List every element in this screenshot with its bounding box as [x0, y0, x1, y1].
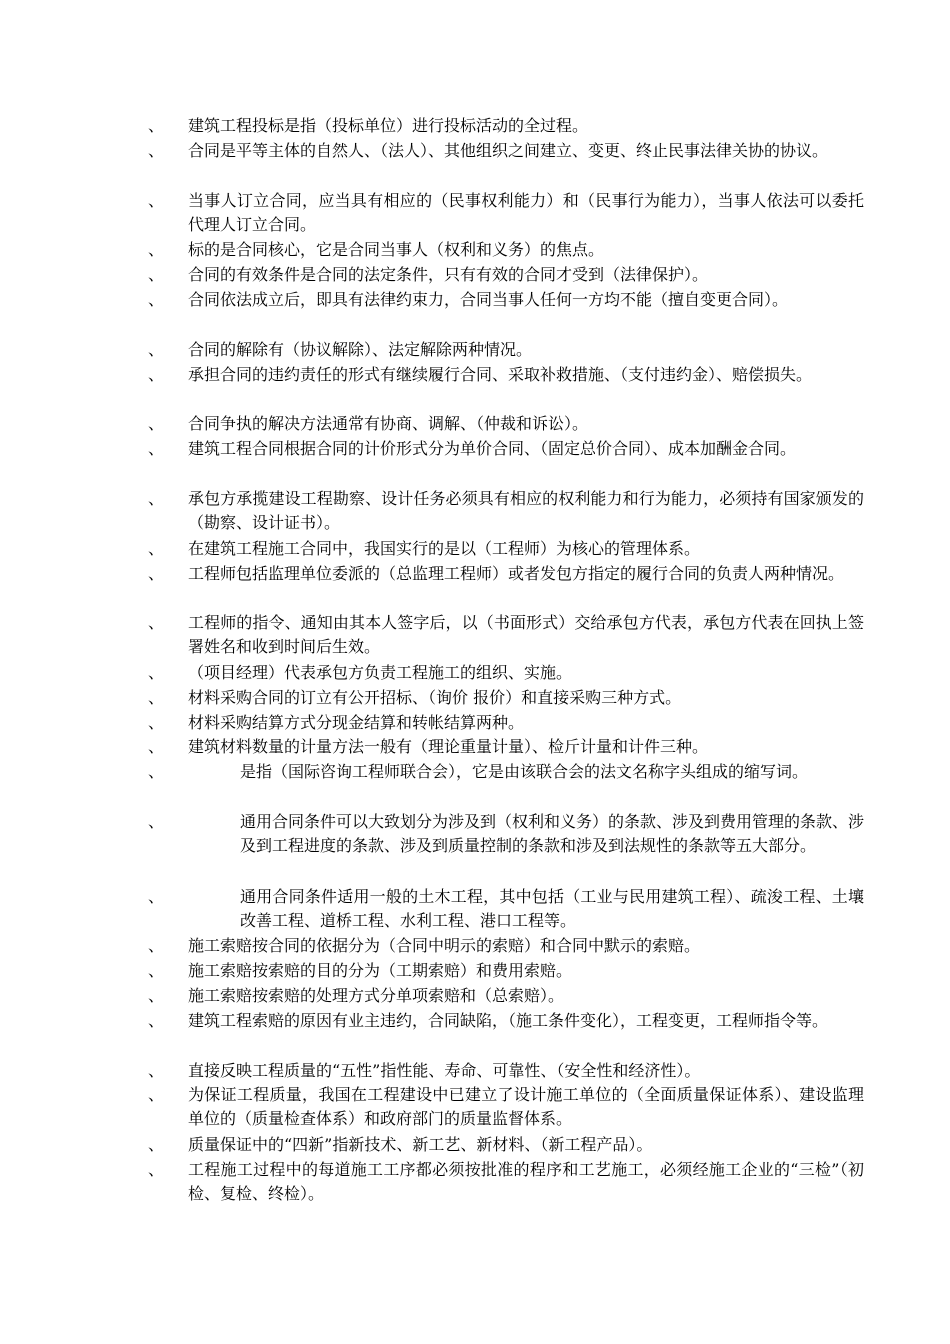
list-item [148, 189, 864, 237]
item-text: 建筑工程合同根据合同的计价形式分为单价合同、（固定总价合同）、成本加酬金合同。 [188, 439, 797, 458]
item-text: 当事人订立合同，应当具有相应的（民事权利能力）和（民事行为能力），当事人依法可以委托代理人订立合同。 [188, 191, 864, 234]
item-text: 是指（国际咨询工程师联合会），它是由该联合会的法文名称字头组成的缩写词。 [240, 762, 809, 781]
item-text: 合同争执的解决方法通常有协商、调解、（仲裁和诉讼）。 [188, 414, 589, 433]
list-item [148, 711, 864, 735]
item-marker: 、 [148, 340, 165, 359]
item-marker: 、 [148, 613, 165, 632]
item-text: 建筑材料数量的计量方法一般有（理论重量计量）、检斤计量和计件三种。 [188, 737, 709, 756]
item-marker: 、 [148, 564, 165, 583]
item-text: 直接反映工程质量的“五性”指性能、寿命、可靠性、（安全性和经济性）。 [188, 1061, 701, 1080]
item-marker: 、 [148, 713, 165, 732]
item-text: 材料采购结算方式分现金结算和转帐结算两种。 [188, 713, 525, 732]
item-text: 承包方承揽建设工程勘察、设计任务必须具有相应的权利能力和行为能力，必须持有国家颁发的（勘察、设计证书）。 [188, 489, 864, 532]
item-marker: 、 [148, 688, 165, 707]
item-text: 质量保证中的“四新”指新技术、新工艺、新材料、（新工程产品）。 [188, 1135, 653, 1154]
list-item [148, 537, 864, 561]
item-marker: 、 [148, 1085, 165, 1104]
item-text: 合同的有效条件是合同的法定条件，只有有效的合同才受到（法律保护）。 [188, 265, 709, 284]
item-marker: 、 [148, 265, 165, 284]
item-marker: 、 [148, 116, 165, 135]
list-item [148, 114, 864, 138]
item-marker: 、 [148, 191, 165, 210]
item-marker: 、 [148, 290, 165, 309]
list-item [148, 139, 864, 163]
list-item [148, 238, 864, 262]
list-item [148, 1009, 864, 1033]
item-marker: 、 [148, 663, 165, 682]
item-text: 建筑工程投标是指（投标单位）进行投标活动的全过程。 [188, 116, 589, 135]
list-item [148, 760, 864, 784]
list-item [148, 686, 864, 710]
list-item [148, 959, 864, 983]
item-marker: 、 [148, 141, 165, 160]
list-item [148, 437, 864, 461]
item-marker: 、 [148, 1061, 165, 1080]
item-marker: 、 [148, 762, 165, 781]
item-text: 工程师的指令、通知由其本人签字后，以（书面形式）交给承包方代表，承包方代表在回执上签署姓名和收到时间后生效。 [188, 613, 864, 656]
item-marker: 、 [148, 986, 165, 1005]
item-marker: 、 [148, 414, 165, 433]
item-marker: 、 [148, 936, 165, 955]
item-text: 施工索赔按索赔的处理方式分单项索赔和（总索赔）。 [188, 986, 565, 1005]
item-text: 合同是平等主体的自然人、（法人）、其他组织之间建立、变更、终止民事法律关协的协议。 [188, 141, 829, 160]
list-item [148, 885, 864, 933]
item-text: 合同依法成立后，即具有法律约束力，合同当事人任何一方均不能（擅自变更合同）。 [188, 290, 789, 309]
item-text: 在建筑工程施工合同中，我国实行的是以（工程师）为核心的管理体系。 [188, 539, 701, 558]
item-text: 标的是合同核心，它是合同当事人（权利和义务）的焦点。 [188, 240, 605, 259]
list-item [148, 487, 864, 535]
item-text: 承担合同的违约责任的形式有继续履行合同、采取补救措施、（支付违约金）、赔偿损失。 [188, 365, 813, 384]
list-item [148, 263, 864, 287]
item-text: （项目经理）代表承包方负责工程施工的组织、实施。 [188, 663, 573, 682]
item-text: 建筑工程索赔的原因有业主违约，合同缺陷，（施工条件变化），工程变更，工程师指令等。 [188, 1011, 829, 1030]
item-text: 工程施工过程中的每道施工工序都必须按批准的程序和工艺施工，必须经施工企业的“三检”（初检、复检、终检）。 [188, 1160, 864, 1203]
list-item [148, 984, 864, 1008]
item-text: 施工索赔按合同的依据分为（合同中明示的索赔）和合同中默示的索赔。 [188, 936, 701, 955]
item-marker: 、 [148, 365, 165, 384]
item-marker: 、 [148, 812, 165, 831]
list-item [148, 412, 864, 436]
list-item [148, 562, 864, 586]
list-item [148, 611, 864, 659]
item-marker: 、 [148, 961, 165, 980]
item-marker: 、 [148, 439, 165, 458]
list-item [148, 288, 864, 312]
list-item [148, 1059, 864, 1083]
list-item [148, 934, 864, 958]
item-marker: 、 [148, 1135, 165, 1154]
item-marker: 、 [148, 489, 165, 508]
list-item [148, 363, 864, 387]
item-text: 工程师包括监理单位委派的（总监理工程师）或者发包方指定的履行合同的负责人两种情况。 [188, 564, 845, 583]
list-item [148, 735, 864, 759]
item-marker: 、 [148, 539, 165, 558]
item-text: 材料采购合同的订立有公开招标、（询价 报价）和直接采购三种方式。 [188, 688, 682, 707]
list-item [148, 810, 864, 858]
item-marker: 、 [148, 1011, 165, 1030]
item-marker: 、 [148, 1160, 165, 1179]
item-text: 合同的解除有（协议解除）、法定解除两种情况。 [188, 340, 533, 359]
list-item [148, 661, 864, 685]
item-marker: 、 [148, 737, 165, 756]
list-item [148, 1083, 864, 1131]
item-text: 为保证工程质量，我国在工程建设中已建立了设计施工单位的（全面质量保证体系）、建设监理单位的（质量检查体系）和政府部门的质量监督体系。 [188, 1085, 864, 1128]
item-marker: 、 [148, 887, 165, 906]
item-text: 通用合同条件适用一般的土木工程，其中包括（工业与民用建筑工程）、疏浚工程、土壤改善工程、道桥工程、水利工程、港口工程等。 [240, 887, 864, 930]
list-item [148, 1133, 864, 1157]
item-marker: 、 [148, 240, 165, 259]
item-text: 施工索赔按索赔的目的分为（工期索赔）和费用索赔。 [188, 961, 573, 980]
item-text: 通用合同条件可以大致划分为涉及到（权利和义务）的条款、涉及到费用管理的条款、涉及到工程进度的条款、涉及到质量控制的条款和涉及到法规性的条款等五大部分。 [240, 812, 865, 855]
list-item [148, 1158, 864, 1206]
list-item [148, 338, 864, 362]
